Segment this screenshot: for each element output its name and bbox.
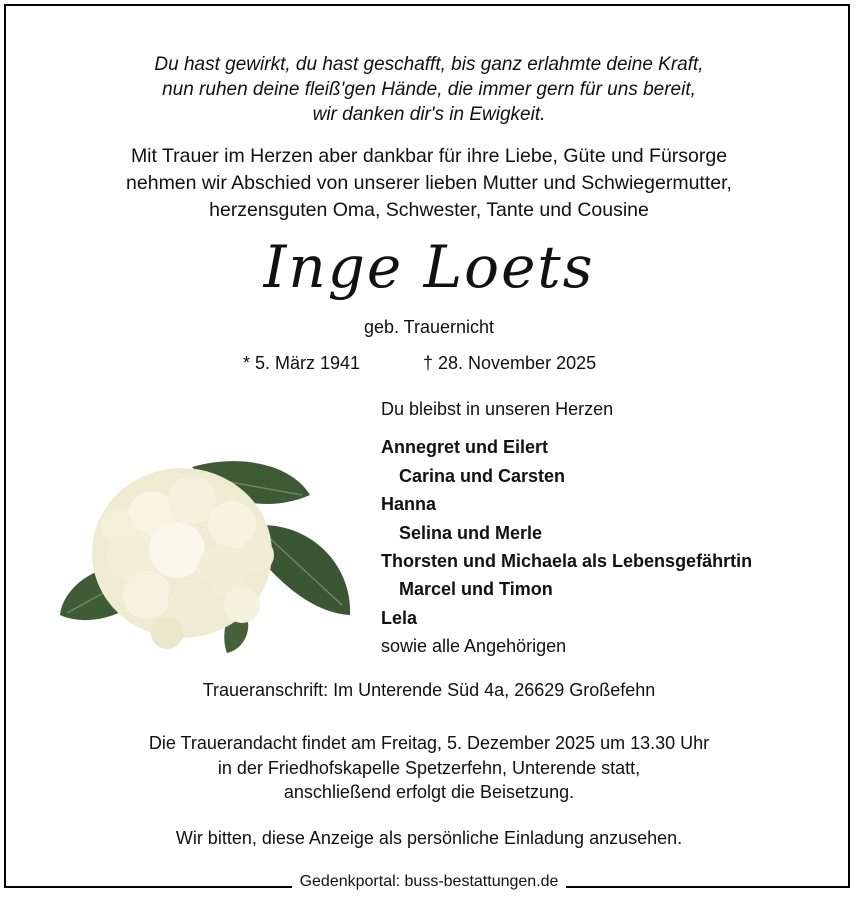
family-member: Marcel und Timon [399,579,553,600]
service-line: Die Trauerandacht findet am Freitag, 5. Dezember 2025 um 13.30 Uhr [148,733,710,753]
poem [0,52,858,127]
service-line: in der Friedhofskapelle Spetzerfehn, Unterende statt, [217,757,641,778]
memorial-portal-link[interactable]: Gedenkportal: buss-bestattungen.de [292,873,567,890]
service-line: anschließend erfolgt die Beisetzung. [283,782,575,802]
mourning-address: Traueranschrift: Im Unterende Süd 4a, 26629 Großefehn [202,680,656,700]
poem-line: wir danken dir's in Ewigkeit. [312,104,546,125]
intro-line: herzensguten Oma, Schwester, Tante und Cousine [209,199,649,221]
family-closing: sowie alle Angehörigen [381,636,567,657]
family-list [381,395,752,661]
family-member: Lela [381,607,418,628]
hydrangea-image [52,455,357,655]
family-motto: Du bleibst in unseren Herzen [381,399,614,419]
poem-line: Du hast gewirkt, du hast geschafft, bis ganz erlahmte deine Kraft, [154,54,704,75]
poem-line: nun ruhen deine fleiß'gen Hände, die immer gern für uns bereit, [162,79,696,100]
family-member: Carina und Carsten [399,465,566,486]
death-date: † 28. November 2025 [423,353,597,373]
family-member: Hanna [381,494,437,515]
footer [0,872,858,892]
intro-line: nehmen wir Abschied von unserer lieben Mutter und Schwiegermutter, [126,172,732,194]
family-member: Thorsten und Michaela als Lebensgefährtin [381,551,753,572]
intro-text [0,143,858,224]
family-member: Selina und Merle [399,522,543,543]
family-member: Annegret und Eilert [381,437,549,458]
service-info [0,731,858,805]
deceased-name: Inge Loets [263,233,595,301]
blossom-icon [92,468,274,649]
intro-line: Mit Trauer im Herzen aber dankbar für ihre Liebe, Güte und Fürsorge [130,145,728,167]
invitation-note: Wir bitten, diese Anzeige als persönliche Einladung anzusehen. [175,828,683,848]
birth-date: * 5. März 1941 [243,353,361,373]
maiden-name: geb. Trauernicht [363,317,495,337]
